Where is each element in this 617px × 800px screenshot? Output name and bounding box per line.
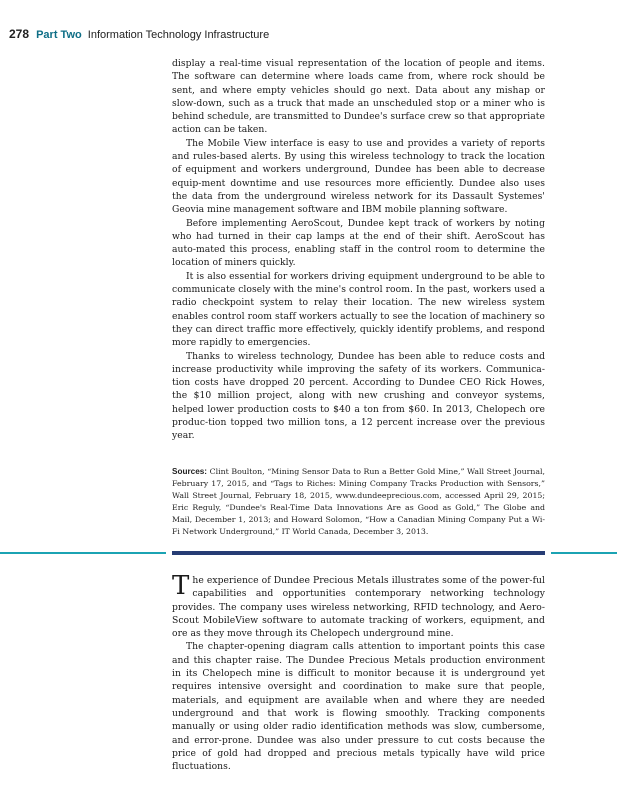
case-paragraph-2: The Mobile View interface is easy to use and provides a variety of reports and rules-based alerts. By using this wireless technology to track the location of equipment and workers underground, Dundee has been able to decrease equip-ment downtime and use resources more efficiently. Dundee also uses the data from the underground wireless network for its Dassault Systemes' Geovia mine management software and IBM mobile planning software. <box>172 137 545 216</box>
case-paragraph-5: Thanks to wireless technology, Dundee has been able to reduce costs and increase productivity while improving the safety of its workers. Communica-tion costs have dropped 20 percent. According to Dundee CEO Rick Howes, the $10 million project, along with new crushing and conveyor systems, helped lower production costs to $40 a ton from $60. In 2013, Chelopech ore produc-tion topped two million tons, a 12 percent increase over the previous year. <box>172 350 545 442</box>
drop-cap: T <box>172 571 190 601</box>
intro-paragraph-2: The chapter-opening diagram calls attention to important points this case and this chapter raise. The Dundee Precious Metals production environment in its Chelopech mine is difficult to monitor because it is underground yet requires intensive oversight and coordination to make sure that people, materials, and equipment are available when and where they are needed underground and that work is flowing smoothly. Tracking components manually or using older radio identification methods was slow, cumbersome, and error-prone. Dundee was also under pressure to cut costs because the price of gold had dropped and precious metals typically have wild price fluctuations. <box>172 641 545 773</box>
intro-paragraph-1-text: he experience of Dundee Precious Metals illustrates some of the power-ful capabilities and opportunities contemporary networking technology provides. The company uses wireless networking, RFID technology, and Aero-Scout MobileView software to automate tracking of workers, equipment, and ore as they move through its Chelopech underground mine. <box>172 575 545 640</box>
sources-label: Sources: <box>172 467 208 476</box>
case-paragraph-3: Before implementing AeroScout, Dundee kept track of workers by noting who had turned in their cap lamps at the end of their shift. AeroScout has auto-mated this process, enabling staff in the control room to determine the location of miners quickly. <box>172 217 545 269</box>
divider-center-navy <box>172 551 545 555</box>
intro-paragraph-1 <box>172 571 545 640</box>
divider-left-teal <box>0 552 166 554</box>
running-header <box>9 27 599 43</box>
part-label: Part Two <box>36 29 82 41</box>
sources-note <box>172 466 545 537</box>
case-paragraph-4: It is also essential for workers driving equipment underground to be able to communicate closely with the mine's control room. In the past, workers used a radio checkpoint system to relay their location. The new wireless system enables control room staff workers actually to see the location of machinery so they can direct traffic more effectively, quickly identify problems, and respond more rapidly to emergencies. <box>172 270 545 349</box>
case-study-text <box>172 57 545 443</box>
sources-text: Clint Boulton, “Mining Sensor Data to Run a Better Gold Mine,” Wall Street Journal, February 17, 2015, and “Tags to Riches: Mining Company Tracks Production with Sensors,” Wall Street Journal, February 18, 2015, www.dundeeprecious.com, accessed April 29, 2015; Eric Reguly, “Dundee's Real-Time Data Innovations Are as Good as Gold,” The Globe and Mail, December 1, 2013; and Howard Solomon, “How a Canadian Mining Company Put a Wi-Fi Network Underground,” IT World Canada, December 3, 2013. <box>172 467 545 536</box>
page-number: 278 <box>9 27 30 41</box>
case-paragraph-1: display a real-time visual representation of the location of people and items. The software can determine where loads came from, where rock should be sent, and where empty vehicles should go next. Data about any mishap or slow-down, such as a truck that made an unscheduled stop or a miner who is behind schedule, are transmitted to Dundee's surface crew so that appropriate action can be taken. <box>172 58 545 136</box>
section-title: Information Technology Infrastructure <box>87 29 270 41</box>
divider-right-teal <box>551 552 617 554</box>
chapter-intro-text <box>172 571 545 773</box>
